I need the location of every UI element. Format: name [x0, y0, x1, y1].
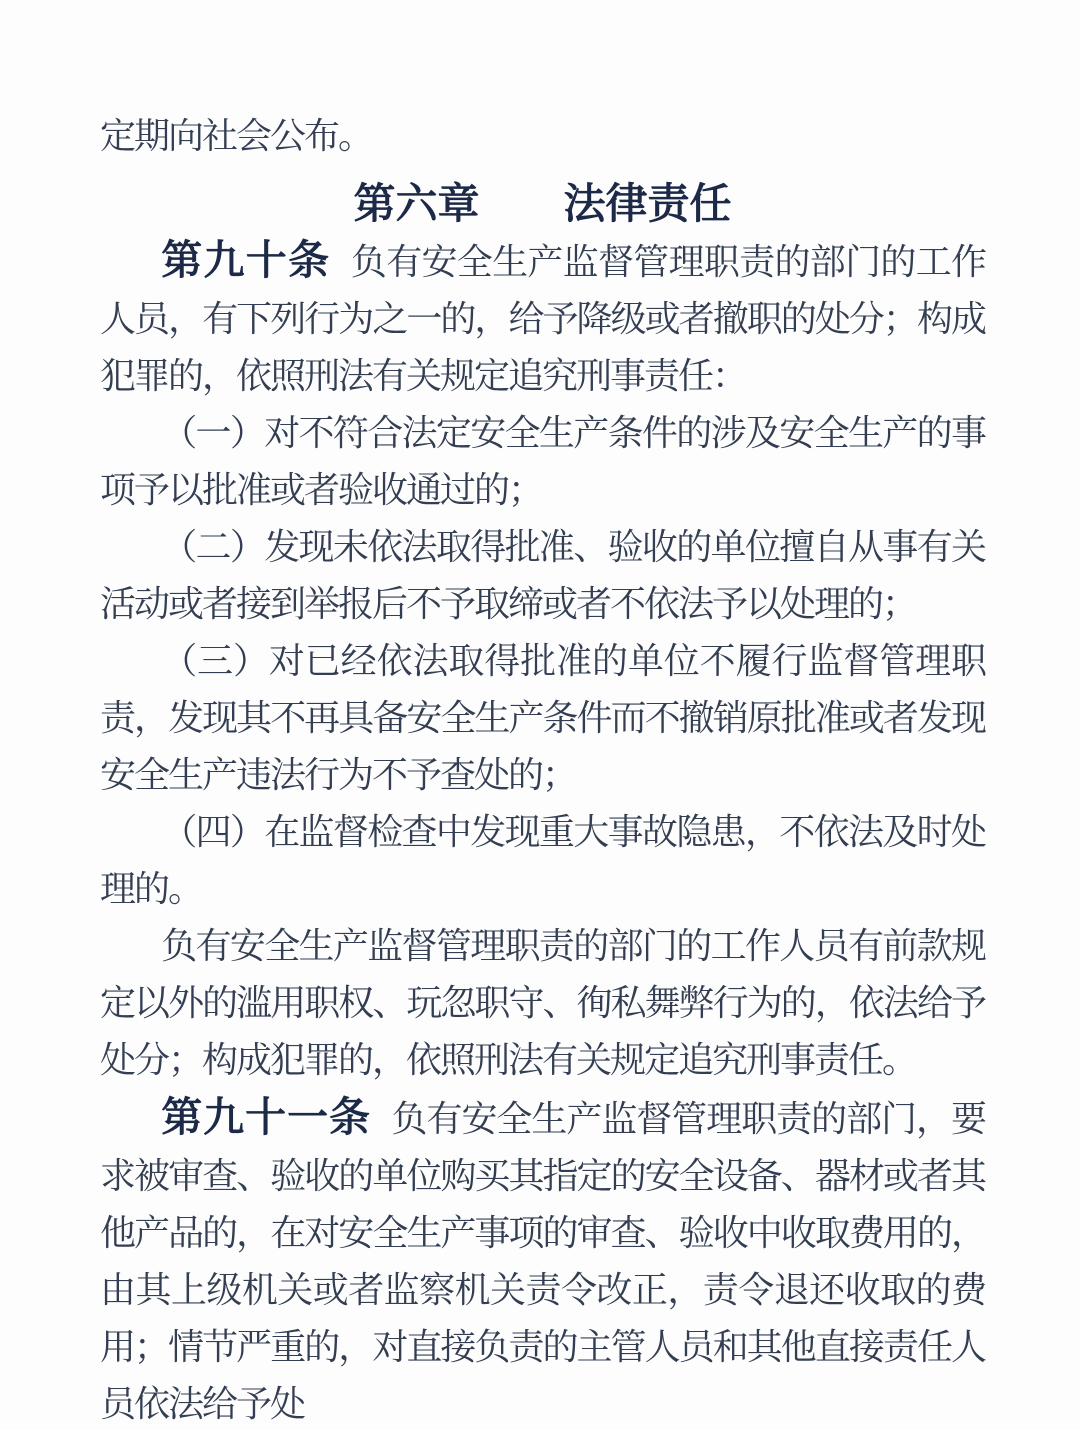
- article-90-item-2: （二）发现未依法取得批准、验收的单位擅自从事有关活动或者接到举报后不予取缔或者不依法予以处理的；: [100, 527, 985, 624]
- article-91-paragraph: [100, 1089, 985, 1430]
- article-90-item-1: （一）对不符合法定安全生产条件的涉及安全生产的事项予以批准或者验收通过的；: [100, 413, 985, 510]
- chapter-heading: 第六章 法律责任: [353, 180, 732, 227]
- article-90-closing-paragraph: 负有安全生产监督管理职责的部门的工作人员有前款规定以外的滥用职权、玩忽职守、徇私舞弊行为的，依法给予处分；构成犯罪的，依照刑法有关规定追究刑事责任。: [100, 926, 985, 1080]
- article-90-item-3: （三）对已经依法取得批准的单位不履行监督管理职责，发现其不再具备安全生产条件而不撤销原批准或者发现安全生产违法行为不予查处的；: [100, 641, 985, 795]
- article-91-text: 负有安全生产监督管理职责的部门，要求被审查、验收的单位购买其指定的安全设备、器材或者其他产品的，在对安全生产事项的审查、验收中收取费用的，由其上级机关或者监察机关责令改正，责令退还收取的费用；情节严重的，对直接负责的主管人员和其他直接责任人员依法给予处: [100, 1099, 985, 1424]
- article-90-intro-text: 负有安全生产监督管理职责的部门的工作人员，有下列行为之一的，给予降级或者撤职的处分；构成犯罪的，依照刑法有关规定追究刑事责任：: [100, 242, 985, 396]
- continuation-paragraph: 定期向社会公布。: [100, 116, 373, 156]
- article-90-intro-paragraph: [100, 232, 985, 405]
- article-90-item-4: （四）在监督检查中发现重大事故隐患，不依法及时处理的。: [100, 812, 985, 909]
- article-90-label: 第九十条: [161, 237, 331, 283]
- article-91-label: 第九十一条: [161, 1094, 372, 1140]
